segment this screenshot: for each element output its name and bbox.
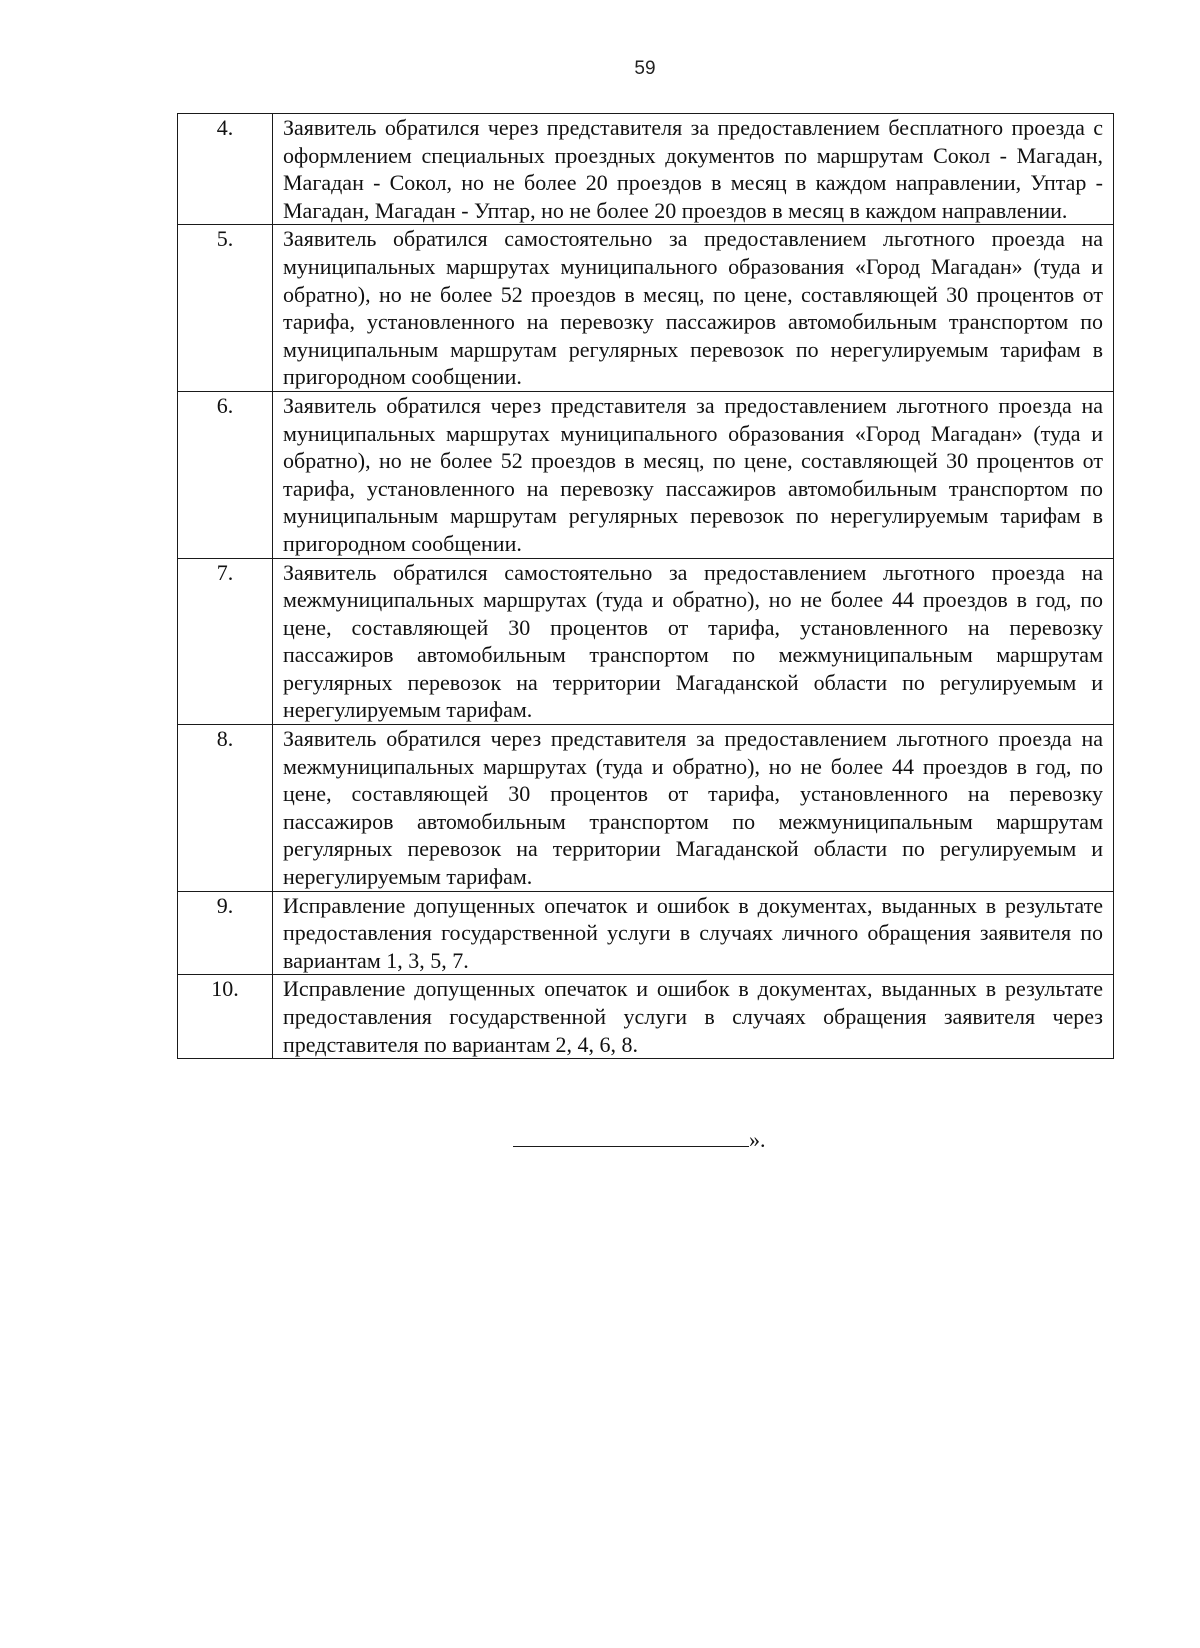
row-text: Заявитель обратился через представителя за предоставлением льготного проезда на муниципальных маршрутах муниципального образования «Город Магадан» (туда и обратно), но не более 52 проездов в месяц, по цене, составляющей 30 процентов от тарифа, установленного на перевозку пассажиров автомобильным транспортом по муниципальным маршрутам регулярных перевозок по нерегулируемым тарифам в пригородном сообщении. (273, 391, 1114, 558)
table-row (178, 391, 1114, 558)
table-row (178, 891, 1114, 975)
variants-table (177, 113, 1114, 1059)
table-row (178, 558, 1114, 725)
row-number: 9. (178, 891, 273, 975)
row-text: Исправление допущенных опечаток и ошибок в документах, выданных в результате предоставления государственной услуги в случаях обращения заявителя через представителя по вариантам 2, 4, 6, 8. (273, 975, 1114, 1059)
row-number: 10. (178, 975, 273, 1059)
row-number: 5. (178, 225, 273, 392)
table-row (178, 725, 1114, 892)
row-number: 8. (178, 725, 273, 892)
closing-line (513, 1126, 766, 1153)
row-number: 4. (178, 114, 273, 225)
row-text: Заявитель обратился самостоятельно за предоставлением льготного проезда на межмуниципальных маршрутах (туда и обратно), но не более 44 проездов в год, по цене, составляющей 30 процентов от тарифа, установленного на перевозку пассажиров автомобильным транспортом по межмуниципальным маршрутам регулярных перевозок на территории Магаданской области по регулируемым и нерегулируемым тарифам. (273, 558, 1114, 725)
table-row (178, 225, 1114, 392)
row-number: 6. (178, 391, 273, 558)
page-number: 59 (634, 58, 656, 79)
closing-quote: ». (749, 1127, 766, 1152)
row-text: Заявитель обратился через представителя за предоставлением льготного проезда на межмуниципальных маршрутах (туда и обратно), но не более 44 проездов в год, по цене, составляющей 30 процентов от тарифа, установленного на перевозку пассажиров автомобильным транспортом по межмуниципальным маршрутам регулярных перевозок на территории Магаданской области по регулируемым и нерегулируемым тарифам. (273, 725, 1114, 892)
table-row (178, 975, 1114, 1059)
row-text: Заявитель обратился самостоятельно за предоставлением льготного проезда на муниципальных маршрутах муниципального образования «Город Магадан» (туда и обратно), но не более 52 проездов в месяц, по цене, составляющей 30 процентов от тарифа, установленного на перевозку пассажиров автомобильным транспортом по муниципальным маршрутам регулярных перевозок по нерегулируемым тарифам в пригородном сообщении. (273, 225, 1114, 392)
row-text: Заявитель обратился через представителя за предоставлением бесплатного проезда с оформлением специальных проездных документов по маршрутам Сокол - Магадан, Магадан - Сокол, но не более 20 проездов в месяц в каждом направлении, Уптар - Магадан, Магадан - Уптар, но не более 20 проездов в месяц в каждом направлении. (273, 114, 1114, 225)
table-row (178, 114, 1114, 225)
row-number: 7. (178, 558, 273, 725)
closing-rule (513, 1126, 749, 1147)
row-text: Исправление допущенных опечаток и ошибок в документах, выданных в результате предоставления государственной услуги в случаях личного обращения заявителя по вариантам 1, 3, 5, 7. (273, 891, 1114, 975)
